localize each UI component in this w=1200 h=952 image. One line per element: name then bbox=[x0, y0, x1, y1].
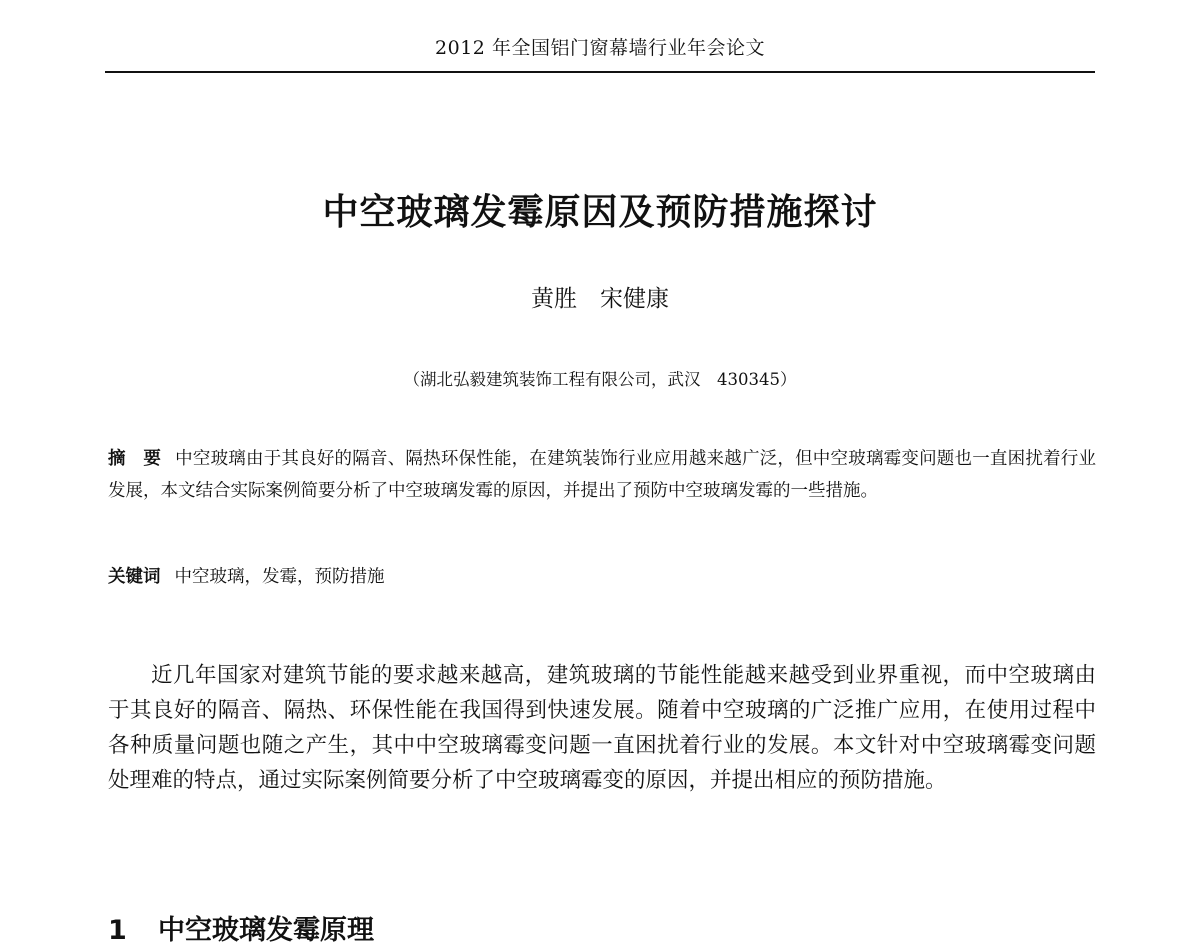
running-header: 2012 年全国铝门窗幕墙行业年会论文 bbox=[435, 37, 765, 59]
section-title: 中空玻璃发霉原理 bbox=[158, 915, 374, 946]
section-number: 1 bbox=[108, 915, 127, 946]
paper-authors: 黄胜 宋健康 bbox=[531, 286, 669, 312]
abstract-label: 摘 要 bbox=[108, 449, 162, 469]
keywords-text: 中空玻璃，发霉，预防措施 bbox=[174, 567, 385, 587]
keywords-block bbox=[108, 561, 1096, 593]
abstract-block bbox=[108, 443, 1096, 507]
paper-title: 中空玻璃发霉原因及预防措施探讨 bbox=[322, 192, 878, 233]
keywords-label: 关键词 bbox=[108, 567, 161, 587]
header-divider bbox=[105, 71, 1095, 73]
abstract-text: 中空玻璃由于其良好的隔音、隔热环保性能，在建筑装饰行业应用越来越广泛，但中空玻璃霉变问题也一直困扰着行业发展，本文结合实际案例简要分析了中空玻璃发霉的原因，并提出了预防中空玻璃发霉的一些措施。 bbox=[108, 449, 1096, 501]
author-affiliation: （湖北弘毅建筑装饰工程有限公司，武汉 430345） bbox=[403, 370, 797, 389]
section-heading bbox=[108, 912, 374, 950]
intro-paragraph: 近几年国家对建筑节能的要求越来越高，建筑玻璃的节能性能越来越受到业界重视，而中空玻璃由于其良好的隔音、隔热、环保性能在我国得到快速发展。随着中空玻璃的广泛推广应用，在使用过程中各种质量问题也随之产生，其中中空玻璃霉变问题一直困扰着行业的发展。本文针对中空玻璃霉变问题处理难的特点，通过实际案例简要分析了中空玻璃霉变的原因，并提出相应的预防措施。 bbox=[108, 663, 1096, 793]
